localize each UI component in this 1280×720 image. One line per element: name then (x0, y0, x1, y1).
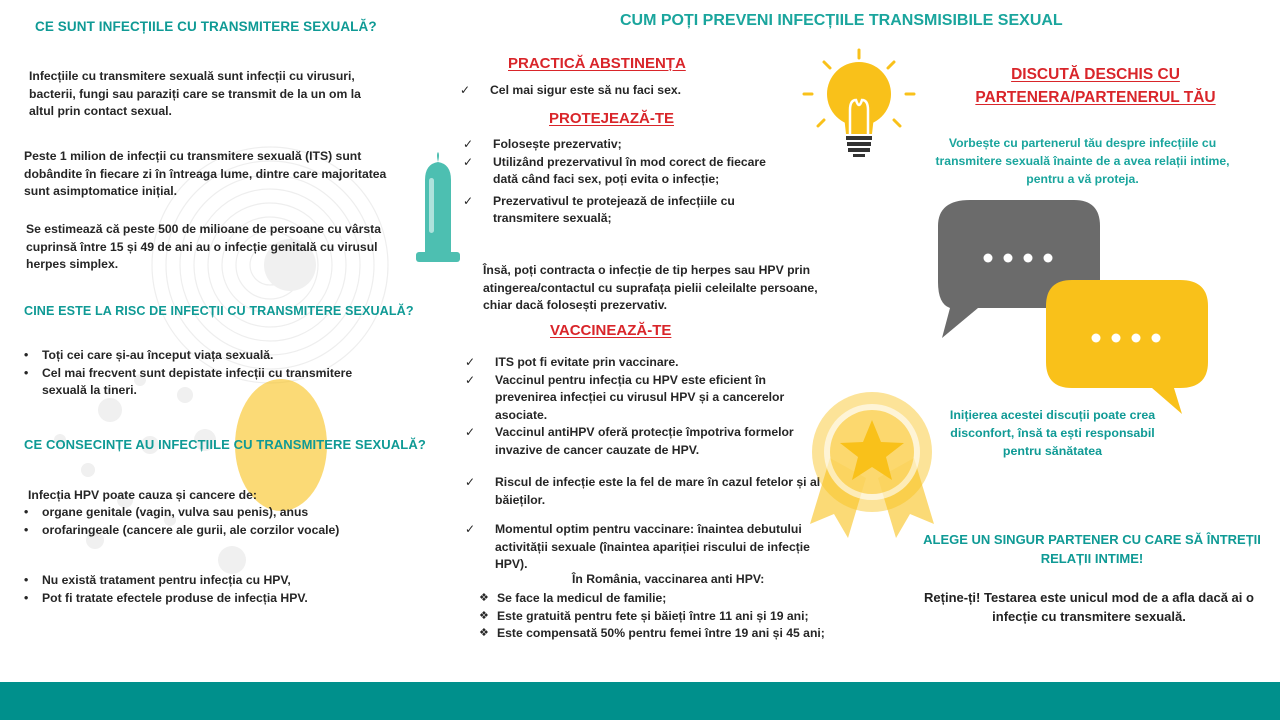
section1-paragraph-3: Se estimează că peste 500 de milioane de persoane cu vârsta cuprinsă între 15 și 49 de ani au o infecție genitală cu virusul herpes simplex. (26, 222, 381, 272)
single-partner-message: ALEGE UN SINGUR PARTENER CU CARE SĂ ÎNTREȚII RELAȚII INTIME! (923, 532, 1261, 566)
vaccinate-title: VACCINEAZĂ-TE (550, 322, 672, 339)
section2-title: CINE ESTE LA RISC DE INFECȚII CU TRANSMITERE SEXUALĂ? (24, 304, 414, 318)
protect-note: Însă, poți contracta o infecție de tip herpes sau HPV prin atingerea/contactul cu suprafața pielii celeilalte persoane, chiar dacă folosești prezervativ. (483, 263, 818, 313)
list-item: ❖ Este gratuită pentru fete și băieți între 11 ani și 19 ani; (479, 608, 859, 626)
romania-title: În România, vaccinarea anti HPV: (572, 572, 765, 586)
list-item: ✓ Utilizând prezervativul în mod corect de fiecare dată când faci sex, poți evita o infecție; (461, 154, 791, 189)
bottom-bar (0, 682, 1280, 720)
romania-list (479, 590, 859, 643)
list-item: ✓ Prezervativul te protejează de infecțiile cu transmitere sexuală; (461, 193, 791, 228)
section1-title: CE SUNT INFECȚIILE CU TRANSMITERE SEXUALĂ? (35, 19, 377, 34)
list-item: ✓ Folosește prezervativ; (461, 136, 791, 154)
chat-bubbles-icon (936, 198, 1212, 420)
section1-paragraph-1: Infecțiile cu transmitere sexuală sunt infecții cu virusuri, bacterii, fungi sau paraziți care se transmit de la un om la altul prin contact sexual. (29, 69, 361, 119)
list-item: ✓ Riscul de infecție este la fel de mare în cazul fetelor și al băieților. (463, 474, 823, 509)
section1-paragraph-2: Peste 1 milion de infecții cu transmitere sexuală (ITS) sunt dobândite în fiecare zi în întreaga lume, dintre care majoritatea sunt asimptomatice inițial. (24, 149, 387, 199)
award-medal-icon (808, 390, 936, 540)
vaccinate-moment (463, 521, 828, 574)
section3-intro: Infecția HPV poate cauza și cancere de: (28, 488, 257, 502)
list-item: ❖ Este compensată 50% pentru femei între 19 ani și 45 ani; (479, 625, 859, 643)
list-item: ✓ ITS pot fi evitate prin vaccinare. (463, 354, 823, 372)
list-item: ❖ Se face la medicul de familie; (479, 590, 859, 608)
list-item: • Pot fi tratate efectele produse de infecția HPV. (20, 590, 400, 608)
list-item: • Toți cei care și-au început viața sexuală. (20, 347, 390, 365)
main-title: CUM POȚI PREVENI INFECȚIILE TRANSMISIBILE SEXUAL (620, 12, 1063, 29)
vaccinate-list (463, 354, 823, 460)
list-item: • Nu există tratament pentru infecția cu HPV, (20, 572, 400, 590)
lightbulb-icon (800, 48, 918, 160)
condom-icon (413, 150, 463, 270)
section2-list (20, 347, 390, 400)
list-item: ✓ Vaccinul pentru infecția cu HPV este eficient în prevenirea infecției cu virusul HPV și a cancerelor asociate. (463, 372, 823, 425)
list-item: ✓ Cel mai sigur este să nu faci sex. (458, 82, 818, 100)
abstinence-title: PRACTICĂ ABSTINENȚA (508, 55, 686, 72)
abstinence-list (458, 82, 818, 100)
list-item: • orofaringeale (cancere ale gurii, ale corzilor vocale) (20, 522, 400, 540)
list-item: ✓ Vaccinul antiHPV oferă protecție împotriva formelor invazive de cancer cauzate de HPV. (463, 424, 823, 459)
discuss-text: Vorbește cu partenerul tău despre infecțiile cu transmitere sexuală înainte de a avea relații intime, pentru a vă proteja. (935, 136, 1230, 186)
section3-list-2 (20, 572, 400, 607)
discuss-title: DISCUTĂ DESCHIS CU PARTENERA/PARTENERUL TĂU (975, 66, 1216, 106)
list-item: ✓ Momentul optim pentru vaccinare: înaintea debutului activității sexuale (înaintea apariției riscului de infecție HPV). (463, 521, 828, 574)
vaccinate-risk (463, 474, 823, 509)
section3-list (20, 504, 400, 539)
section3-title: CE CONSECINȚE AU INFECȚIILE CU TRANSMITERE SEXUALĂ? (24, 437, 426, 452)
remember-message: Reține-ți! Testarea este unicul mod de a afla dacă ai o infecție cu transmitere sexuală. (924, 590, 1254, 624)
list-item: • Cel mai frecvent sunt depistate infecții cu transmitere sexuală la tineri. (20, 365, 390, 400)
protect-title: PROTEJEAZĂ-TE (549, 110, 675, 127)
list-item: • organe genitale (vagin, vulva sau penis), anus (20, 504, 400, 522)
discuss-note: Inițierea acestei discuții poate crea disconfort, însă ta ești responsabil pentru sănătatea (949, 408, 1156, 458)
protect-list (461, 136, 791, 228)
